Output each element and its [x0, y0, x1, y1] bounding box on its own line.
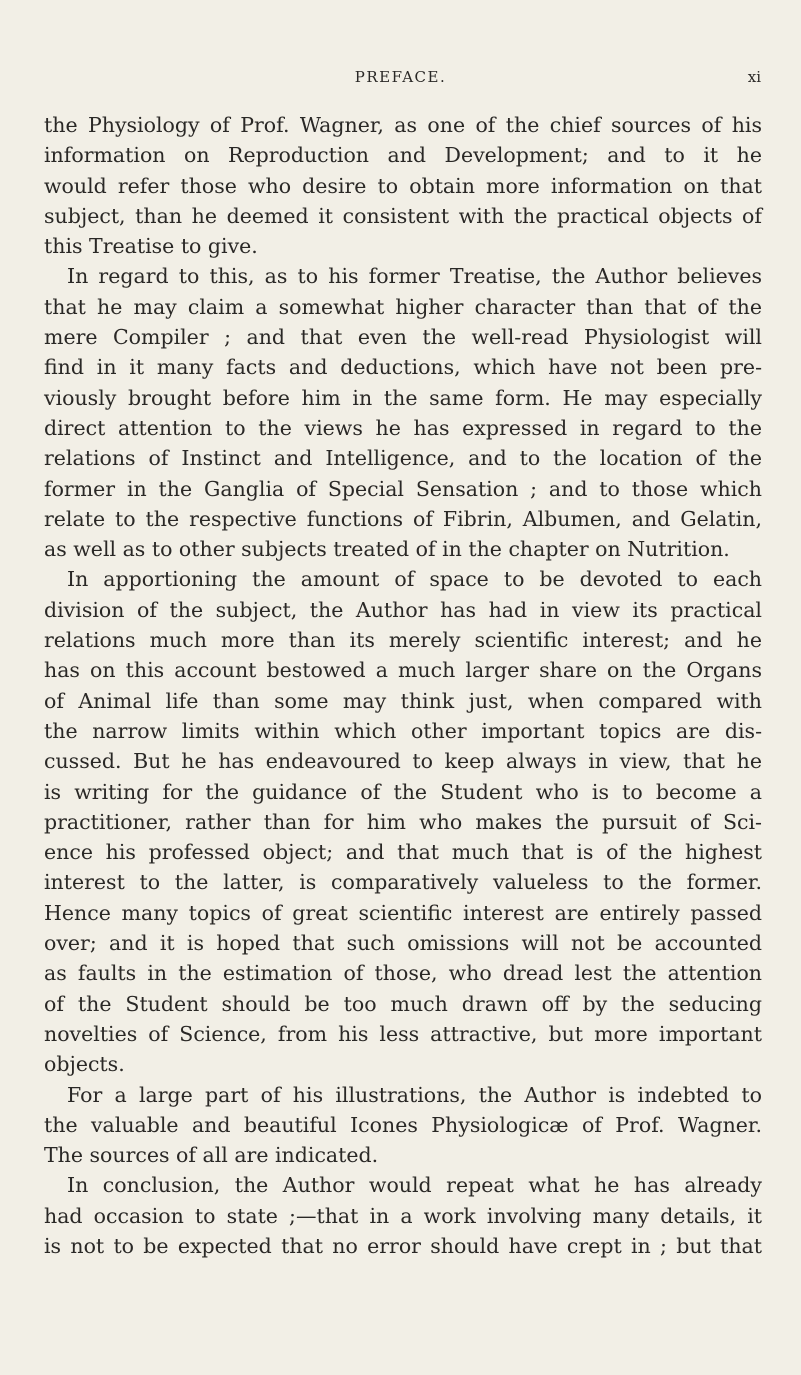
text-line: the narrow limits within which other important topics are dis-: [44, 718, 762, 743]
text-line: is writing for the guidance of the Student who is to become a: [44, 779, 762, 804]
text-line: would refer those who desire to obtain more information on that: [44, 173, 762, 198]
text-line: had occasion to state ;—that in a work involving many details, it: [44, 1203, 762, 1228]
page-number: xi: [747, 68, 761, 86]
text-line: mere Compiler ; and that even the well-read Physiologist will: [44, 325, 762, 350]
text-line: the valuable and beautiful Icones Physiologicæ of Prof. Wagner.: [44, 1112, 762, 1137]
text-line: relations of Instinct and Intelligence, and to the location of the: [44, 446, 762, 471]
text-line: this Treatise to give.: [44, 234, 258, 259]
text-line: the Physiology of Prof. Wagner, as one of the chief sources of his: [44, 113, 762, 137]
text-line: cussed. But he has endeavoured to keep always in view, that he: [44, 749, 762, 774]
text-line: relations much more than its merely scientific interest; and he: [44, 628, 762, 653]
text-line: For a large part of his illustrations, the Author is indebted to: [67, 1082, 762, 1107]
text-line: In conclusion, the Author would repeat what he has already: [67, 1173, 762, 1198]
text-line: find in it many facts and deductions, which have not been pre-: [44, 355, 762, 380]
text-line: that he may claim a somewhat higher character than that of the: [44, 294, 762, 319]
text-line: viously brought before him in the same form. He may especially: [44, 385, 762, 410]
text-line: of Animal life than some may think just, when compared with: [44, 688, 762, 713]
text-line: Hence many topics of great scientific interest are entirely passed: [44, 900, 762, 925]
text-line: interest to the latter, is comparatively valueless to the former.: [44, 870, 762, 895]
text-line: novelties of Science, from his less attractive, but more important: [44, 1021, 762, 1046]
text-line: practitioner, rather than for him who makes the pursuit of Sci-: [44, 809, 762, 834]
text-line: ence his professed object; and that much that is of the highest: [44, 840, 762, 865]
text-line: former in the Ganglia of Special Sensation ; and to those which: [44, 476, 762, 501]
text-line: as well as to other subjects treated of in the chapter on Nutrition.: [44, 537, 730, 562]
text-line: division of the subject, the Author has had in view its practical: [44, 597, 762, 622]
text-line: over; and it is hoped that such omissions will not be accounted: [44, 931, 762, 956]
text-line: information on Reproduction and Development; and to it he: [44, 143, 762, 168]
text-line: of the Student should be too much drawn off by the seducing: [44, 991, 762, 1016]
text-line: subject, than he deemed it consistent with the practical objects of: [44, 203, 762, 228]
text-line: The sources of all are indicated.: [44, 1143, 379, 1168]
text-line: relate to the respective functions of Fibrin, Albumen, and Gelatin,: [44, 506, 762, 531]
running-head: PREFACE.: [354, 68, 447, 86]
text-line: In regard to this, as to his former Treatise, the Author believes: [67, 264, 762, 289]
text-line: objects.: [44, 1052, 125, 1077]
text-line: is not to be expected that no error should have crept in ; but that: [44, 1233, 762, 1258]
text-line: as faults in the estimation of those, who dread lest the attention: [44, 961, 762, 986]
page-header: [0, 68, 801, 98]
body-text: [44, 110, 762, 1261]
text-line: In apportioning the amount of space to be devoted to each: [67, 567, 762, 592]
text-line: has on this account bestowed a much larger share on the Organs: [44, 658, 762, 683]
text-line: direct attention to the views he has expressed in regard to the: [44, 415, 762, 440]
